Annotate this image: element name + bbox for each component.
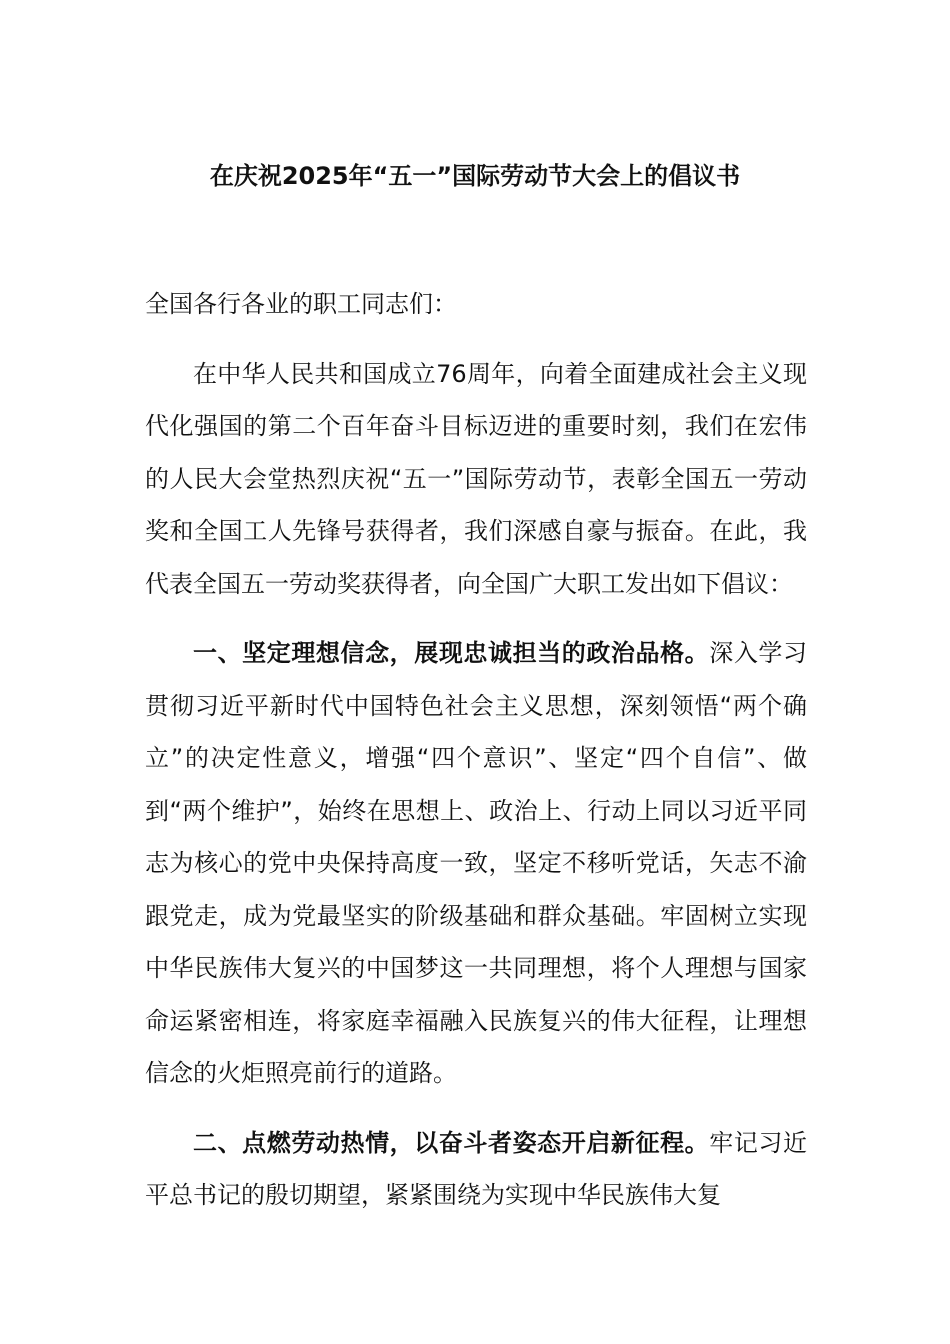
document-body [145, 278, 807, 1222]
section-2-text: 牢记习近平总书记的殷切期望，紧紧围绕为实现中华民族伟大复 [145, 1128, 807, 1209]
document-title: 在庆祝2025年“五一”国际劳动节大会上的倡议书 [209, 162, 741, 190]
section-1-paragraph [145, 627, 807, 1100]
section-1-heading: 一、坚定理想信念，展现忠诚担当的政治品格。 [193, 639, 710, 667]
section-2-heading: 二、点燃劳动热情，以奋斗者姿态开启新征程。 [193, 1128, 710, 1157]
section-1-text: 深入学习贯彻习近平新时代中国特色社会主义思想，深刻领悟“两个确立”的决定性意义，增强“四个意识”、坚定“四个自信”、做到“两个维护”，始终在思想上、政治上、行动上同以习近平同志为核心的党中央保持高度一致，坚定不移听党话，矢志不渝跟党走，成为党最坚实的阶级基础和群众基础。牢固树立实现中华民族伟大复兴的中国梦这一共同理想，将个人理想与国家命运紧密相连，将家庭幸福融入民族复兴的伟大征程，让理想信念的火炬照亮前行的道路。 [145, 639, 807, 1087]
intro-paragraph: 在中华人民共和国成立76周年，向着全面建成社会主义现代化强国的第二个百年奋斗目标迈进的重要时刻，我们在宏伟的人民大会堂热烈庆祝“五一”国际劳动节，表彰全国五一劳动奖和全国工人先锋号获得者，我们深感自豪与振奋。在此，我代表全国五一劳动奖获得者，向全国广大职工发出如下倡议： [145, 359, 807, 598]
salutation: 全国各行各业的职工同志们： [145, 290, 457, 318]
section-2-paragraph [145, 1117, 807, 1222]
